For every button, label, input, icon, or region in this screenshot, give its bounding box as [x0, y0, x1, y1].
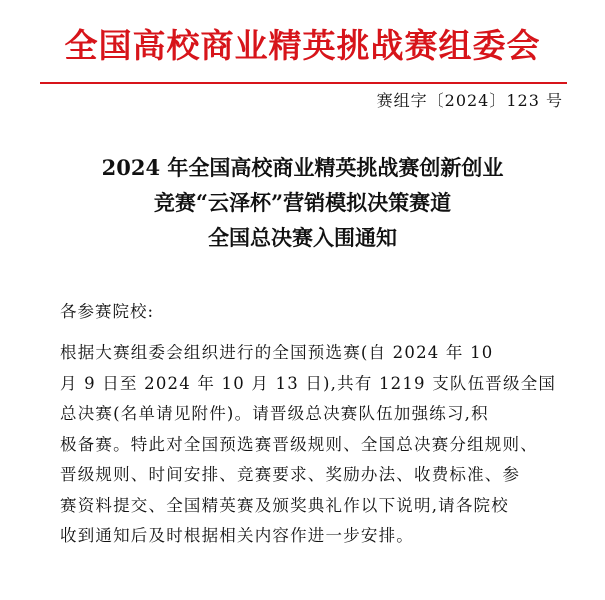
body-paragraph: [60, 338, 560, 552]
organization-header: 全国高校商业精英挑战赛组委会: [64, 26, 541, 65]
body-line: 根据大赛组委会组织进行的全国预选赛(自 2024 年 10: [60, 343, 494, 362]
body-line: 极备赛。特此对全国预选赛晋级规则、全国总决赛分组规则、: [60, 434, 538, 454]
body-line: 月 9 日至 2024 年 10 月 13 日),共有 1219 支队伍晋级全国: [60, 373, 557, 393]
notice-title: [0, 150, 605, 255]
body-line: 赛资料提交、全国精英赛及颁奖典礼作以下说明,请各院校: [60, 495, 509, 515]
document-number: 赛组字〔2024〕123 号: [376, 91, 563, 110]
body-line: 收到通知后及时根据相关内容作进一步安排。: [60, 526, 414, 545]
body-line: 总决赛(名单请见附件)。请晋级总决赛队伍加强练习,积: [60, 404, 489, 423]
notice-title-line-3: 全国总决赛入围通知: [208, 225, 397, 250]
notice-title-line-1: 2024 年全国高校商业精英挑战赛创新创业: [101, 155, 504, 180]
salutation: 各参赛院校:: [60, 302, 155, 321]
body-line: 晋级规则、时间安排、竞赛要求、奖励办法、收费标准、参: [60, 465, 521, 484]
red-divider-line: [40, 82, 567, 84]
notice-title-line-2: 竞赛“云泽杯”营销模拟决策赛道: [153, 190, 452, 215]
